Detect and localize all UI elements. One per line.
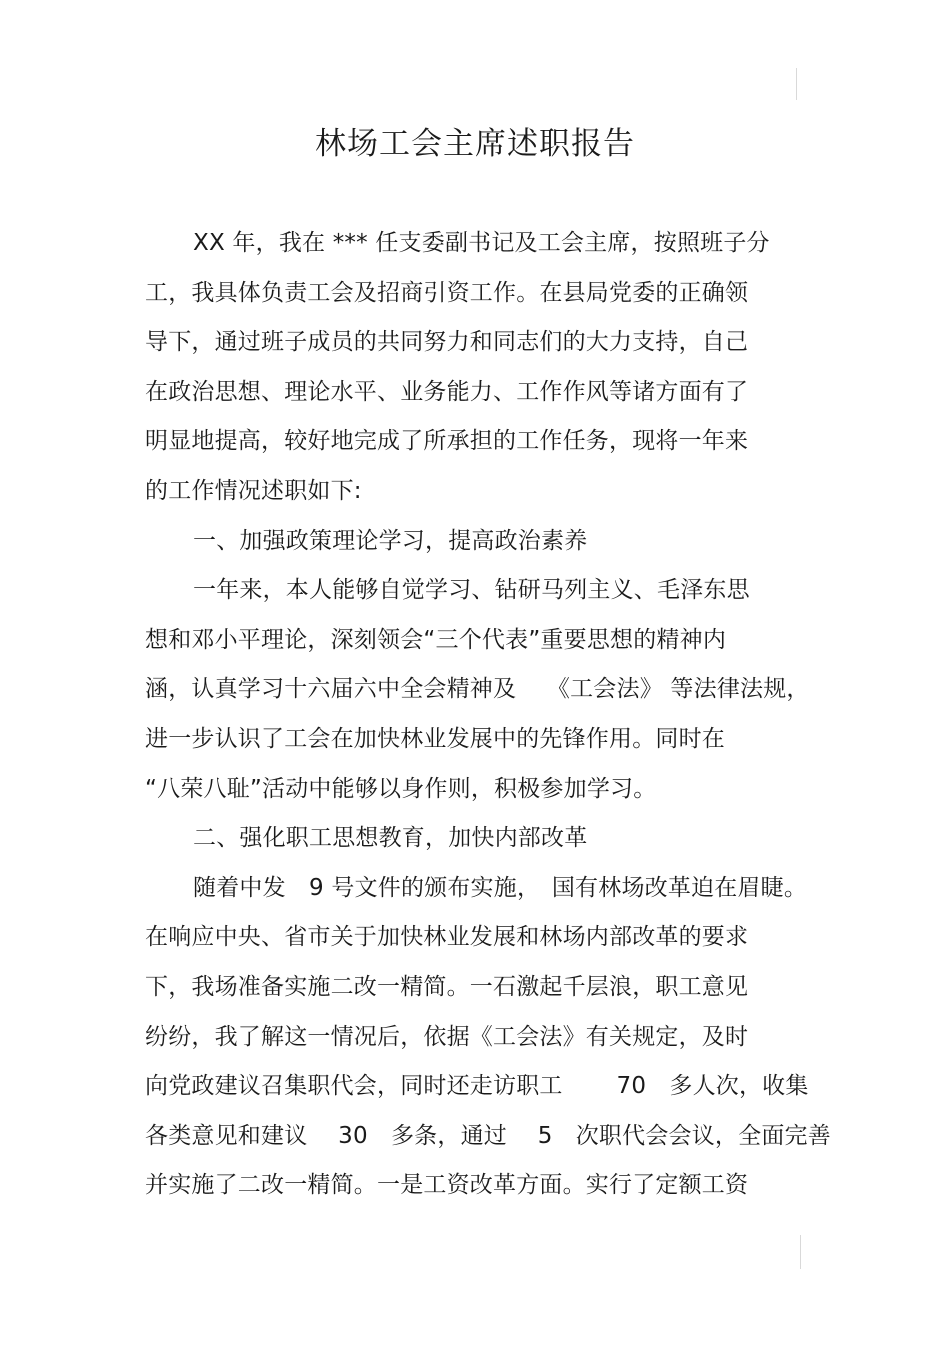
paragraph-line: 下，我场准备实施二改一精简。一石激起千层浪，职工意见	[145, 973, 749, 1000]
paragraph-line: 涵，认真学习十六届六中全会精神及 《工会法》 等法律法规，	[145, 676, 810, 703]
paragraph-line: 向党政建议召集职代会，同时还走访职工 70 多人次，收集	[145, 1073, 809, 1100]
paragraph-line: 一年来，本人能够自觉学习、钻研马列主义、毛泽东思	[193, 577, 750, 604]
document-title: 林场工会主席述职报告	[315, 126, 635, 162]
paragraph-line: 工，我具体负责工会及招商引资工作。在县局党委的正确领	[145, 279, 749, 306]
section-heading: 二、强化职工思想教育，加快内部改革	[193, 825, 588, 852]
paragraph-line: 随着中发 9 号文件的颁布实施， 国有林场改革迫在眉睫。	[193, 874, 808, 901]
paragraph-line: 在响应中央、省市关于加快林业发展和林场内部改革的要求	[145, 924, 749, 951]
paragraph-line: 纷纷，我了解这一情况后，依据《工会法》有关规定，及时	[145, 1023, 749, 1050]
paragraph-line: 导下，通过班子成员的共同努力和同志们的大力支持，自己	[145, 329, 749, 356]
document-body	[145, 219, 831, 1211]
paragraph-line: 想和邓小平理论，深刻领会“三个代表”重要思想的精神内	[145, 626, 727, 653]
paragraph-line: 明显地提高，较好地完成了所承担的工作任务，现将一年来	[145, 428, 749, 455]
paragraph-line: 各类意见和建议 30 多条，通过 5 次职代会会议，全面完善	[145, 1122, 831, 1149]
paragraph-line: XX 年，我在 *** 任支委副书记及工会主席，按照班子分	[193, 230, 770, 256]
paragraph-line: 的工作情况述职如下:	[145, 477, 362, 504]
paragraph-line: “八荣八耻”活动中能够以身作则，积极参加学习。	[145, 775, 657, 802]
paragraph-line: 在政治思想、理论水平、业务能力、工作作风等诸方面有了	[145, 378, 749, 405]
section-heading: 一、加强政策理论学习，提高政治素养	[193, 527, 588, 554]
page-corner-mark-top	[796, 68, 797, 100]
paragraph-line: 并实施了二改一精简。一是工资改革方面。实行了定额工资	[145, 1172, 749, 1199]
page-corner-mark-bottom	[800, 1235, 801, 1269]
paragraph-line: 进一步认识了工会在加快林业发展中的先锋作用。同时在	[145, 725, 725, 752]
